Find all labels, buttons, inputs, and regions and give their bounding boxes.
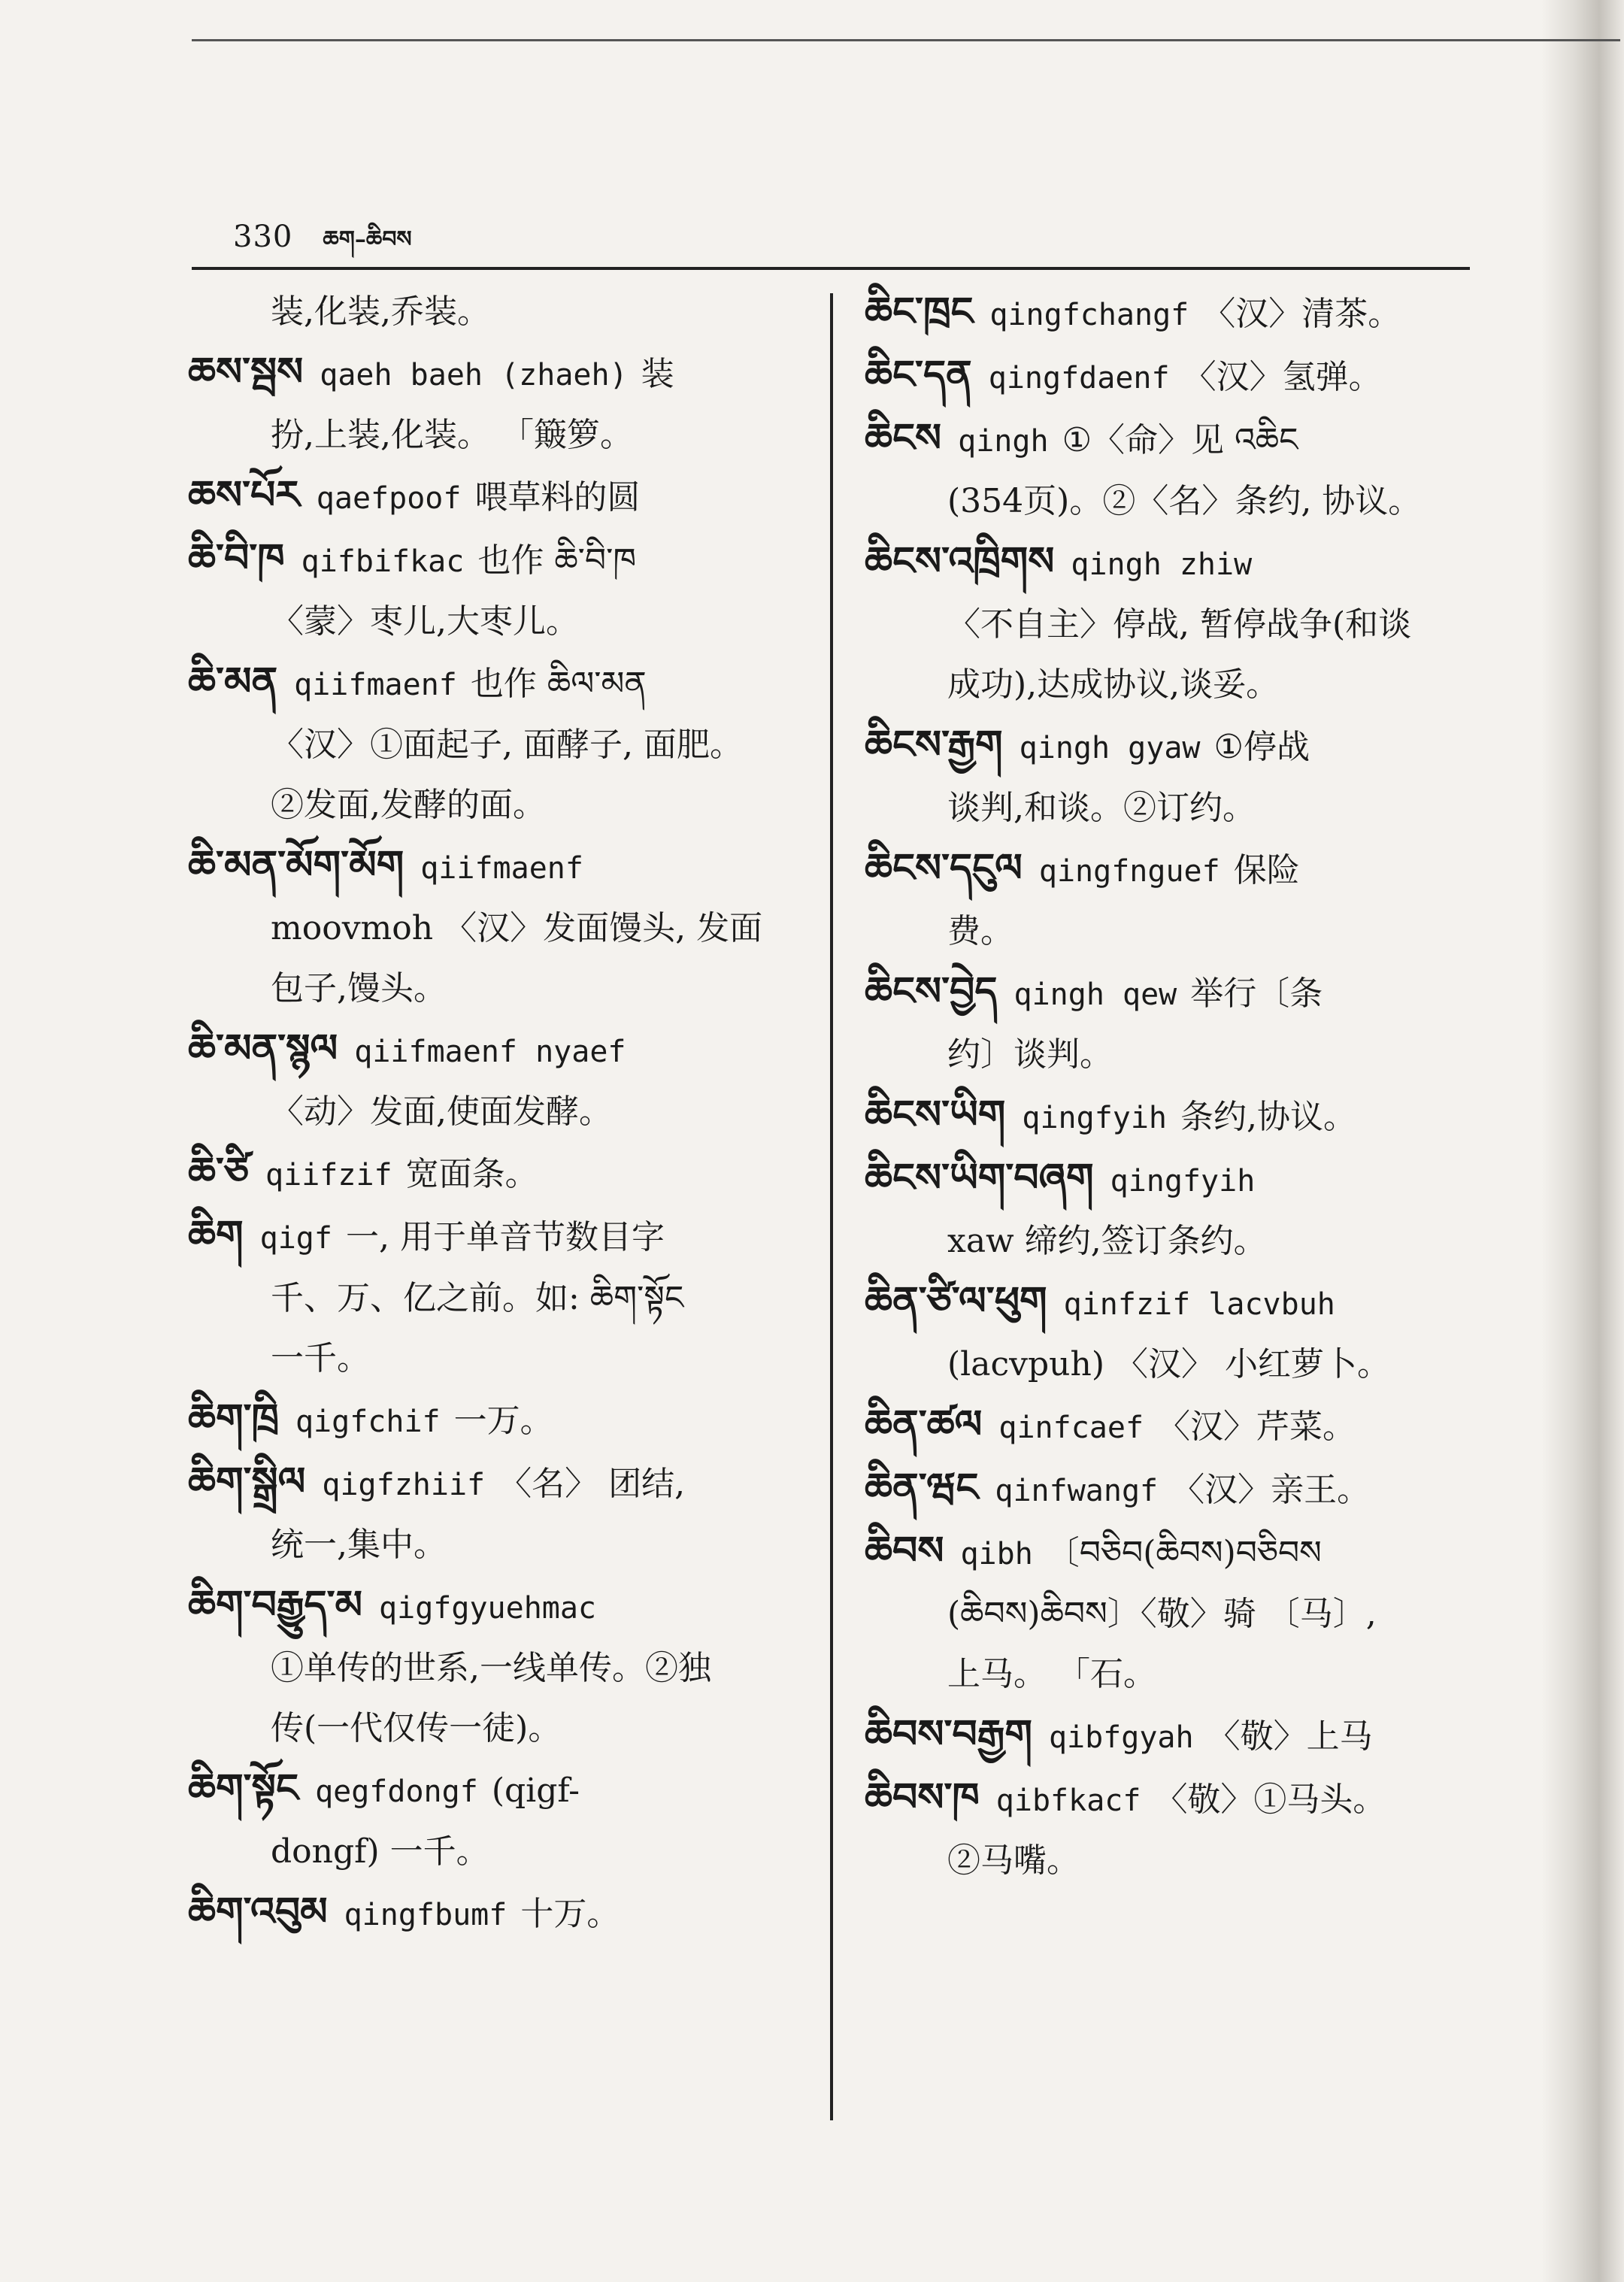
dictionary-entry	[865, 1768, 1481, 1831]
dictionary-entry	[865, 408, 1481, 471]
entry-continuation-line: 约〕谈判。	[947, 1035, 1113, 1074]
entry-headword-tibetan: ཆིན་ཝང	[865, 1465, 979, 1511]
entry-romanization: qiifmaenf	[420, 851, 583, 886]
dictionary-entry	[188, 1389, 812, 1452]
entry-gloss: 〈汉〉清茶。	[1202, 295, 1401, 333]
entry-gloss: 喂草料的圆	[474, 478, 641, 517]
entry-gloss: (qigf-	[491, 1771, 580, 1810]
entry-headword-tibetan: ཆིག	[188, 1213, 244, 1258]
entry-continuation-line: 统一,集中。	[271, 1526, 447, 1564]
entry-headword-tibetan: ཆིན་ཚལ	[865, 1402, 983, 1447]
dictionary-entry	[865, 282, 1481, 345]
entry-romanization: qingfdaenf	[988, 361, 1170, 395]
entry-romanization: qigf	[259, 1221, 332, 1256]
entry-romanization: qingfchangf	[989, 298, 1189, 332]
book-binding-shadow	[1541, 0, 1624, 2282]
entry-headword-tibetan: ཆིངས་ཡིག་བཞག	[865, 1156, 1094, 1201]
dictionary-entry	[865, 532, 1481, 595]
entry-headword-tibetan: ཆིངས་དངུལ	[865, 846, 1023, 891]
entry-headword-tibetan: ཆིངས་རྒྱག	[865, 723, 1003, 768]
entry-headword-tibetan: ཆི་ཙི	[188, 1150, 250, 1195]
dictionary-entry	[188, 529, 812, 592]
entry-continuation-line: 〈蒙〉枣儿,大枣儿。	[271, 602, 579, 641]
entry-gloss: 也作 ཆི་བི་ཁ	[477, 541, 637, 580]
entry-headword-tibetan: ཆས་པོར	[188, 473, 300, 518]
dictionary-entry	[865, 1521, 1481, 1584]
column-divider	[830, 293, 833, 2120]
entry-headword-tibetan: ཆིབས	[865, 1529, 944, 1574]
entry-romanization: qigfzhiif	[322, 1468, 486, 1502]
entry-romanization: qingh qew	[1013, 977, 1177, 1012]
entry-romanization: qinfwangf	[995, 1474, 1159, 1508]
dictionary-entry	[865, 1148, 1481, 1211]
entry-romanization: qigfgyuehmac	[379, 1591, 597, 1626]
dictionary-entry	[188, 1882, 812, 1945]
entry-romanization: qaeh baeh (zhaeh)	[320, 358, 628, 392]
entry-gloss: 一, 用于单音节数目字	[345, 1218, 665, 1256]
entry-romanization: qigfchif	[295, 1405, 441, 1439]
header-rule	[192, 267, 1470, 270]
entry-headword-tibetan: ཆིངས་བྱེད	[865, 969, 998, 1014]
entry-continuation-line: 扮,上装,化装。 「簸箩。	[271, 416, 633, 454]
entry-gloss: 〈敬〉上马	[1207, 1717, 1373, 1756]
entry-headword-tibetan: ཆི་བི་ཁ	[188, 536, 285, 581]
entry-continuation-line: (ཆིབས)ཆིབས〕〈敬〉骑 〔马〕,	[947, 1595, 1377, 1633]
entry-continuation-line: ①单传的世系,一线单传。②独	[271, 1649, 711, 1687]
entry-headword-tibetan: ཆིངས་འཁྲིགས	[865, 539, 1055, 584]
entry-continuation-line: 包子,馒头。	[271, 969, 447, 1008]
entry-continuation-line: dongf) 一千。	[271, 1832, 489, 1871]
entry-headword-tibetan: ཆིངས	[865, 416, 942, 461]
entry-romanization: qingfnguef	[1038, 854, 1220, 889]
entry-romanization: qibh	[960, 1537, 1033, 1571]
running-head: ཆག–ཆིབས	[323, 226, 412, 253]
dictionary-entry	[188, 1575, 812, 1638]
dictionary-entry	[865, 1458, 1481, 1521]
entry-romanization: qegfdongf	[315, 1774, 478, 1809]
entry-romanization: qingfyih	[1022, 1101, 1168, 1135]
entry-continuation-line: 上马。 「石。	[947, 1655, 1156, 1693]
entry-continuation-line: 〈不自主〉停战, 暂停战争(和谈	[947, 605, 1412, 644]
dictionary-entry	[188, 652, 812, 715]
dictionary-entry	[188, 465, 812, 529]
entry-continuation-line: xaw 缔约,签订条约。	[947, 1222, 1267, 1260]
entry-continuation-line: ②发面,发酵的面。	[271, 786, 546, 824]
entry-gloss: 装,化装,乔装。	[271, 292, 490, 331]
dictionary-entry	[188, 342, 812, 405]
dictionary-entry	[865, 1085, 1481, 1148]
entry-continuation-line: 传(一代仅传一徒)。	[271, 1709, 562, 1747]
entry-gloss: 〈汉〉氢弹。	[1183, 358, 1382, 396]
dictionary-entry	[188, 835, 812, 899]
dictionary-entry	[865, 838, 1481, 902]
entry-continuation-line: (lacvpuh) 〈汉〉 小红萝卜。	[947, 1345, 1390, 1383]
entry-romanization: qibfgyah	[1048, 1720, 1194, 1755]
entry-romanization: qifbifkac	[301, 544, 465, 579]
entry-romanization: qingh	[958, 424, 1049, 459]
entry-gloss: 条约,协议。	[1180, 1098, 1357, 1136]
entry-gloss: 保险	[1233, 851, 1300, 889]
entry-romanization: qiifmaenf nyaef	[354, 1035, 626, 1069]
right-column	[865, 282, 1481, 1891]
dictionary-entry	[188, 1759, 812, 1822]
dictionary-entry	[188, 282, 812, 342]
entry-headword-tibetan: ཆིན་ཙི་ལ་ཕུག	[865, 1279, 1047, 1324]
entry-continuation-line: 一千。	[271, 1339, 370, 1377]
left-column	[188, 282, 812, 1945]
entry-headword-tibetan: ཆི་མན་སྙལ	[188, 1026, 338, 1071]
dictionary-entry	[865, 1271, 1481, 1335]
entry-romanization: qinfcaef	[998, 1411, 1144, 1445]
entry-continuation-line: ②马嘴。	[947, 1841, 1080, 1880]
entry-romanization: qaefpoof	[316, 481, 462, 516]
entry-headword-tibetan: ཆིག་སྟོང	[188, 1766, 299, 1811]
entry-gloss: 〈汉〉亲王。	[1171, 1471, 1371, 1509]
entry-continuation-line: 〈动〉发面,使面发酵。	[271, 1093, 612, 1131]
entry-romanization: qiifzif	[265, 1158, 392, 1193]
entry-gloss: 宽面条。	[405, 1155, 538, 1193]
entry-romanization: qinfzif lacvbuh	[1063, 1287, 1335, 1322]
entry-headword-tibetan: ཆིངས་ཡིག	[865, 1093, 1006, 1138]
top-edge-line	[192, 39, 1620, 41]
entry-romanization: qiifmaenf	[294, 668, 457, 702]
entry-headword-tibetan: ཆིག་འབུམ	[188, 1890, 328, 1935]
dictionary-entry	[865, 962, 1481, 1025]
entry-headword-tibetan: ཆིག་བརྒྱུད་མ	[188, 1583, 363, 1628]
entry-romanization: qibfkacf	[995, 1783, 1141, 1818]
entry-continuation-line: 谈判,和谈。②订约。	[947, 789, 1256, 827]
dictionary-entry	[188, 1142, 812, 1205]
entry-gloss: 十万。	[520, 1895, 620, 1933]
entry-gloss: ①〈命〉见 འཆིང	[1062, 421, 1298, 459]
entry-gloss: 〈汉〉芹菜。	[1157, 1408, 1356, 1446]
entry-headword-tibetan: ཆི་མན་མོག་མོག	[188, 843, 404, 888]
entry-romanization: qingh zhiw	[1071, 547, 1253, 582]
entry-headword-tibetan: ཆིག་སྒྲིལ	[188, 1459, 306, 1505]
entry-gloss: 〈敬〉①马头。	[1154, 1780, 1386, 1819]
entry-continuation-line: 〈汉〉①面起子, 面酵子, 面肥。	[271, 726, 743, 764]
entry-romanization: qingfyih	[1110, 1164, 1256, 1199]
entry-gloss: 〈名〉 团结,	[498, 1465, 686, 1503]
entry-headword-tibetan: ཆིབས་བརྒྱག	[865, 1712, 1032, 1757]
entry-headword-tibetan: ཆིང་ཁྲང	[865, 289, 974, 335]
dictionary-entry	[865, 1705, 1481, 1768]
page-header	[233, 214, 412, 259]
entry-headword-tibetan: ཆིག་ཁྲི	[188, 1396, 279, 1441]
entry-gloss: 举行〔条	[1190, 974, 1323, 1013]
entry-gloss: 装	[641, 355, 674, 393]
dictionary-entry	[865, 345, 1481, 408]
dictionary-entry	[865, 715, 1481, 778]
entry-continuation-line: 千、万、亿之前。如: ཆིག་སྟོང	[271, 1279, 684, 1317]
entry-headword-tibetan: ཆིབས་ཁ	[865, 1775, 980, 1820]
entry-continuation-line: (354页)。②〈名〉条约, 协议。	[947, 482, 1422, 520]
entry-continuation-line: moovmoh 〈汉〉发面馒头, 发面	[271, 909, 763, 947]
entry-headword-tibetan: ཆིང་དན	[865, 353, 972, 398]
entry-gloss: ①停战	[1213, 728, 1310, 766]
dictionary-entry	[188, 1205, 812, 1268]
entry-continuation-line: 成功),达成协议,谈妥。	[947, 665, 1280, 704]
dictionary-entry	[865, 1395, 1481, 1458]
page-number: 330	[233, 220, 293, 254]
entry-gloss: 〔བཅིབ(ཆིབས)བཅིབས	[1046, 1534, 1322, 1572]
entry-gloss: 也作 ཆིལ་མན	[470, 665, 647, 703]
dictionary-entry	[188, 1452, 812, 1515]
entry-headword-tibetan: ཆས་སྦས	[188, 350, 304, 395]
entry-romanization: qingh gyaw	[1019, 731, 1201, 765]
entry-continuation-line: 费。	[947, 912, 1013, 950]
entry-gloss: 一万。	[453, 1402, 553, 1440]
entry-romanization: qingfbumf	[344, 1898, 508, 1932]
dictionary-entry	[188, 1019, 812, 1082]
entry-headword-tibetan: ཆི་མན	[188, 659, 278, 705]
